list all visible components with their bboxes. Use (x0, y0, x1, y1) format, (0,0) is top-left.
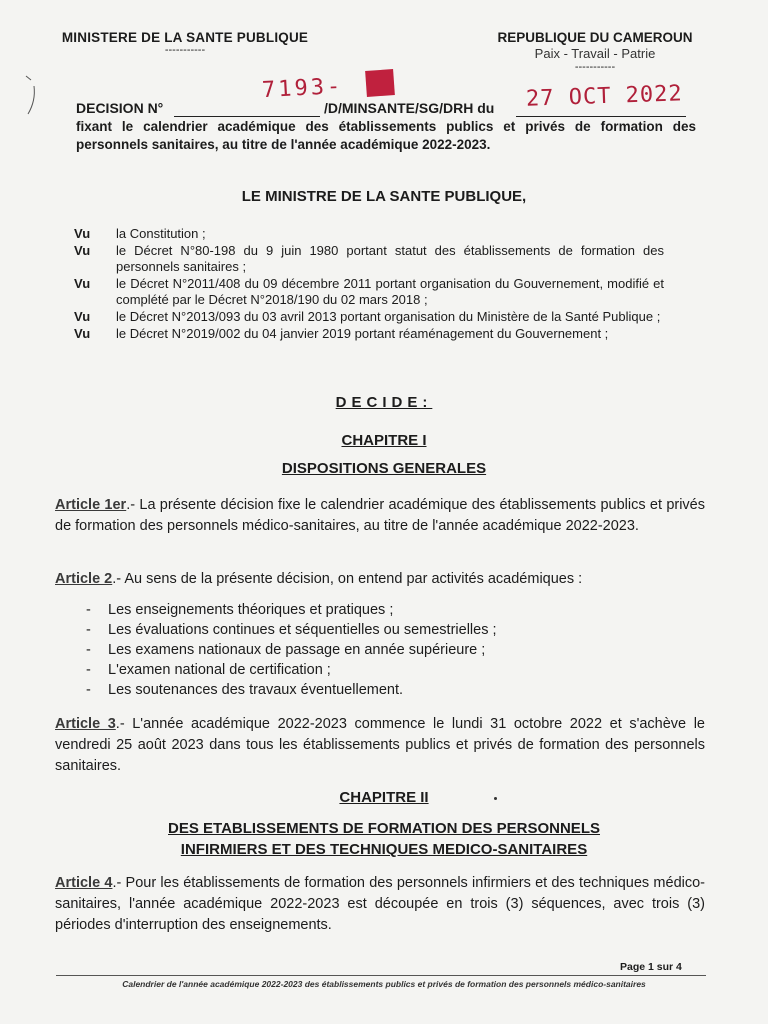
handwritten-mark-icon (22, 72, 42, 118)
decision-label: DECISION N° (76, 100, 164, 116)
vu-item (74, 309, 664, 325)
article2-text: .- Au sens de la présente décision, on entend par activités académiques : (112, 571, 583, 587)
vu-text: le Décret N°2011/408 du 09 décembre 2011 portant organisation du Gouvernement, modifié et complété par le Décret N°2018/190 du 02 mars 2018 ; (116, 276, 664, 307)
vu-list (74, 226, 664, 343)
vu-key: Vu (74, 226, 91, 241)
chapter1-title: CHAPITRE I (341, 432, 427, 449)
footer-divider (56, 975, 706, 976)
list-item: - L'examen national de certification ; (86, 662, 331, 678)
vu-item (74, 276, 664, 308)
article1-label: Article 1er (55, 497, 127, 513)
ministry-header (50, 30, 320, 55)
chapter1-subtitle: DISPOSITIONS GENERALES (281, 460, 487, 477)
minister-heading: LE MINISTRE DE LA SANTE PUBLIQUE, (241, 188, 527, 205)
article1-text: .- La présente décision fixe le calendrier académique des établissements publics et privés de formation des personnels médico-sanitaires, au titre de l'année académique 2022-2023. (55, 497, 705, 534)
list-item: - Les enseignements théoriques et pratiques ; (86, 602, 394, 618)
article4 (55, 873, 705, 936)
chapter2-subtitle (0, 818, 768, 860)
ink-dot (494, 797, 497, 800)
decision-line (76, 73, 696, 120)
article3-text: .- L'année académique 2022-2023 commence le lundi 31 octobre 2022 et s'achève le vendredi 25 août 2023 dans tous les établissements publics et privés de formation des personnels sanitaires. (55, 716, 705, 774)
republic-separator: ----------- (574, 61, 616, 73)
article4-text: .- Pour les établissements de formation des personnels infirmiers et des techniques médico-sanitaires, l'année académique 2022-2023 est découpée en trois (3) séquences, avec trois (3) périodes d'interruption des enseignements. (55, 875, 705, 933)
decision-date-blank (516, 116, 686, 117)
stamp-mark-icon (365, 69, 395, 97)
list-item: - Les soutenances des travaux éventuellement. (86, 682, 404, 698)
republic-header (480, 30, 710, 72)
article2 (55, 569, 705, 590)
article3 (55, 714, 705, 777)
decision-number-blank (174, 116, 320, 117)
decision-date-stamp: 27 OCT 2022 (525, 81, 684, 112)
vu-key: Vu (74, 276, 91, 291)
vu-key: Vu (74, 243, 91, 258)
vu-item (74, 326, 664, 342)
activities-list (86, 600, 646, 700)
ministry-title: MINISTERE DE LA SANTE PUBLIQUE (61, 30, 309, 45)
article1 (55, 495, 705, 537)
footer-running-title: Calendrier de l'année académique 2022-2023 des établissements publics et privés de formation des personnels médico-sanitaires (122, 979, 646, 989)
vu-text: la Constitution ; (116, 226, 206, 241)
article3-label: Article 3 (55, 716, 116, 732)
chapter2-subtitle-line1: DES ETABLISSEMENTS DE FORMATION DES PERSONNELS (168, 820, 600, 837)
republic-motto: Paix - Travail - Patrie (534, 46, 656, 61)
ministry-separator: ----------- (164, 44, 206, 56)
list-item: - Les évaluations continues et séquentielles ou semestrielles ; (86, 622, 497, 638)
vu-text: le Décret N°80-198 du 9 juin 1980 portant statut des établissements de formation des personnels sanitaires ; (116, 243, 664, 274)
chapter2-subtitle-line2: INFIRMIERS ET DES TECHNIQUES MEDICO-SANITAIRES (180, 841, 588, 858)
decide-heading: DECIDE: (335, 394, 433, 411)
chapter2-title: CHAPITRE II (339, 789, 429, 806)
article2-label: Article 2 (55, 571, 113, 587)
vu-text: le Décret N°2013/093 du 03 avril 2013 portant organisation du Ministère de la Santé Publique ; (116, 309, 661, 324)
vu-item (74, 243, 664, 275)
article4-label: Article 4 (55, 875, 113, 891)
republic-title: REPUBLIQUE DU CAMEROUN (497, 30, 693, 45)
vu-text: le Décret N°2019/002 du 04 janvier 2019 portant réaménagement du Gouvernement ; (116, 326, 609, 341)
vu-key: Vu (74, 309, 91, 324)
decision-subject: fixant le calendrier académique des établissements publics et privés de formation des personnels sanitaires, au titre de l'année académique 2022-2023. (76, 119, 696, 152)
decision-reference: /D/MINSANTE/SG/DRH du (324, 100, 495, 116)
vu-item (74, 226, 664, 242)
decision-number-stamp: 7193- (261, 73, 344, 104)
vu-key: Vu (74, 326, 91, 341)
page-number: Page 1 sur 4 (620, 961, 682, 973)
list-item: - Les examens nationaux de passage en année supérieure ; (86, 642, 486, 658)
